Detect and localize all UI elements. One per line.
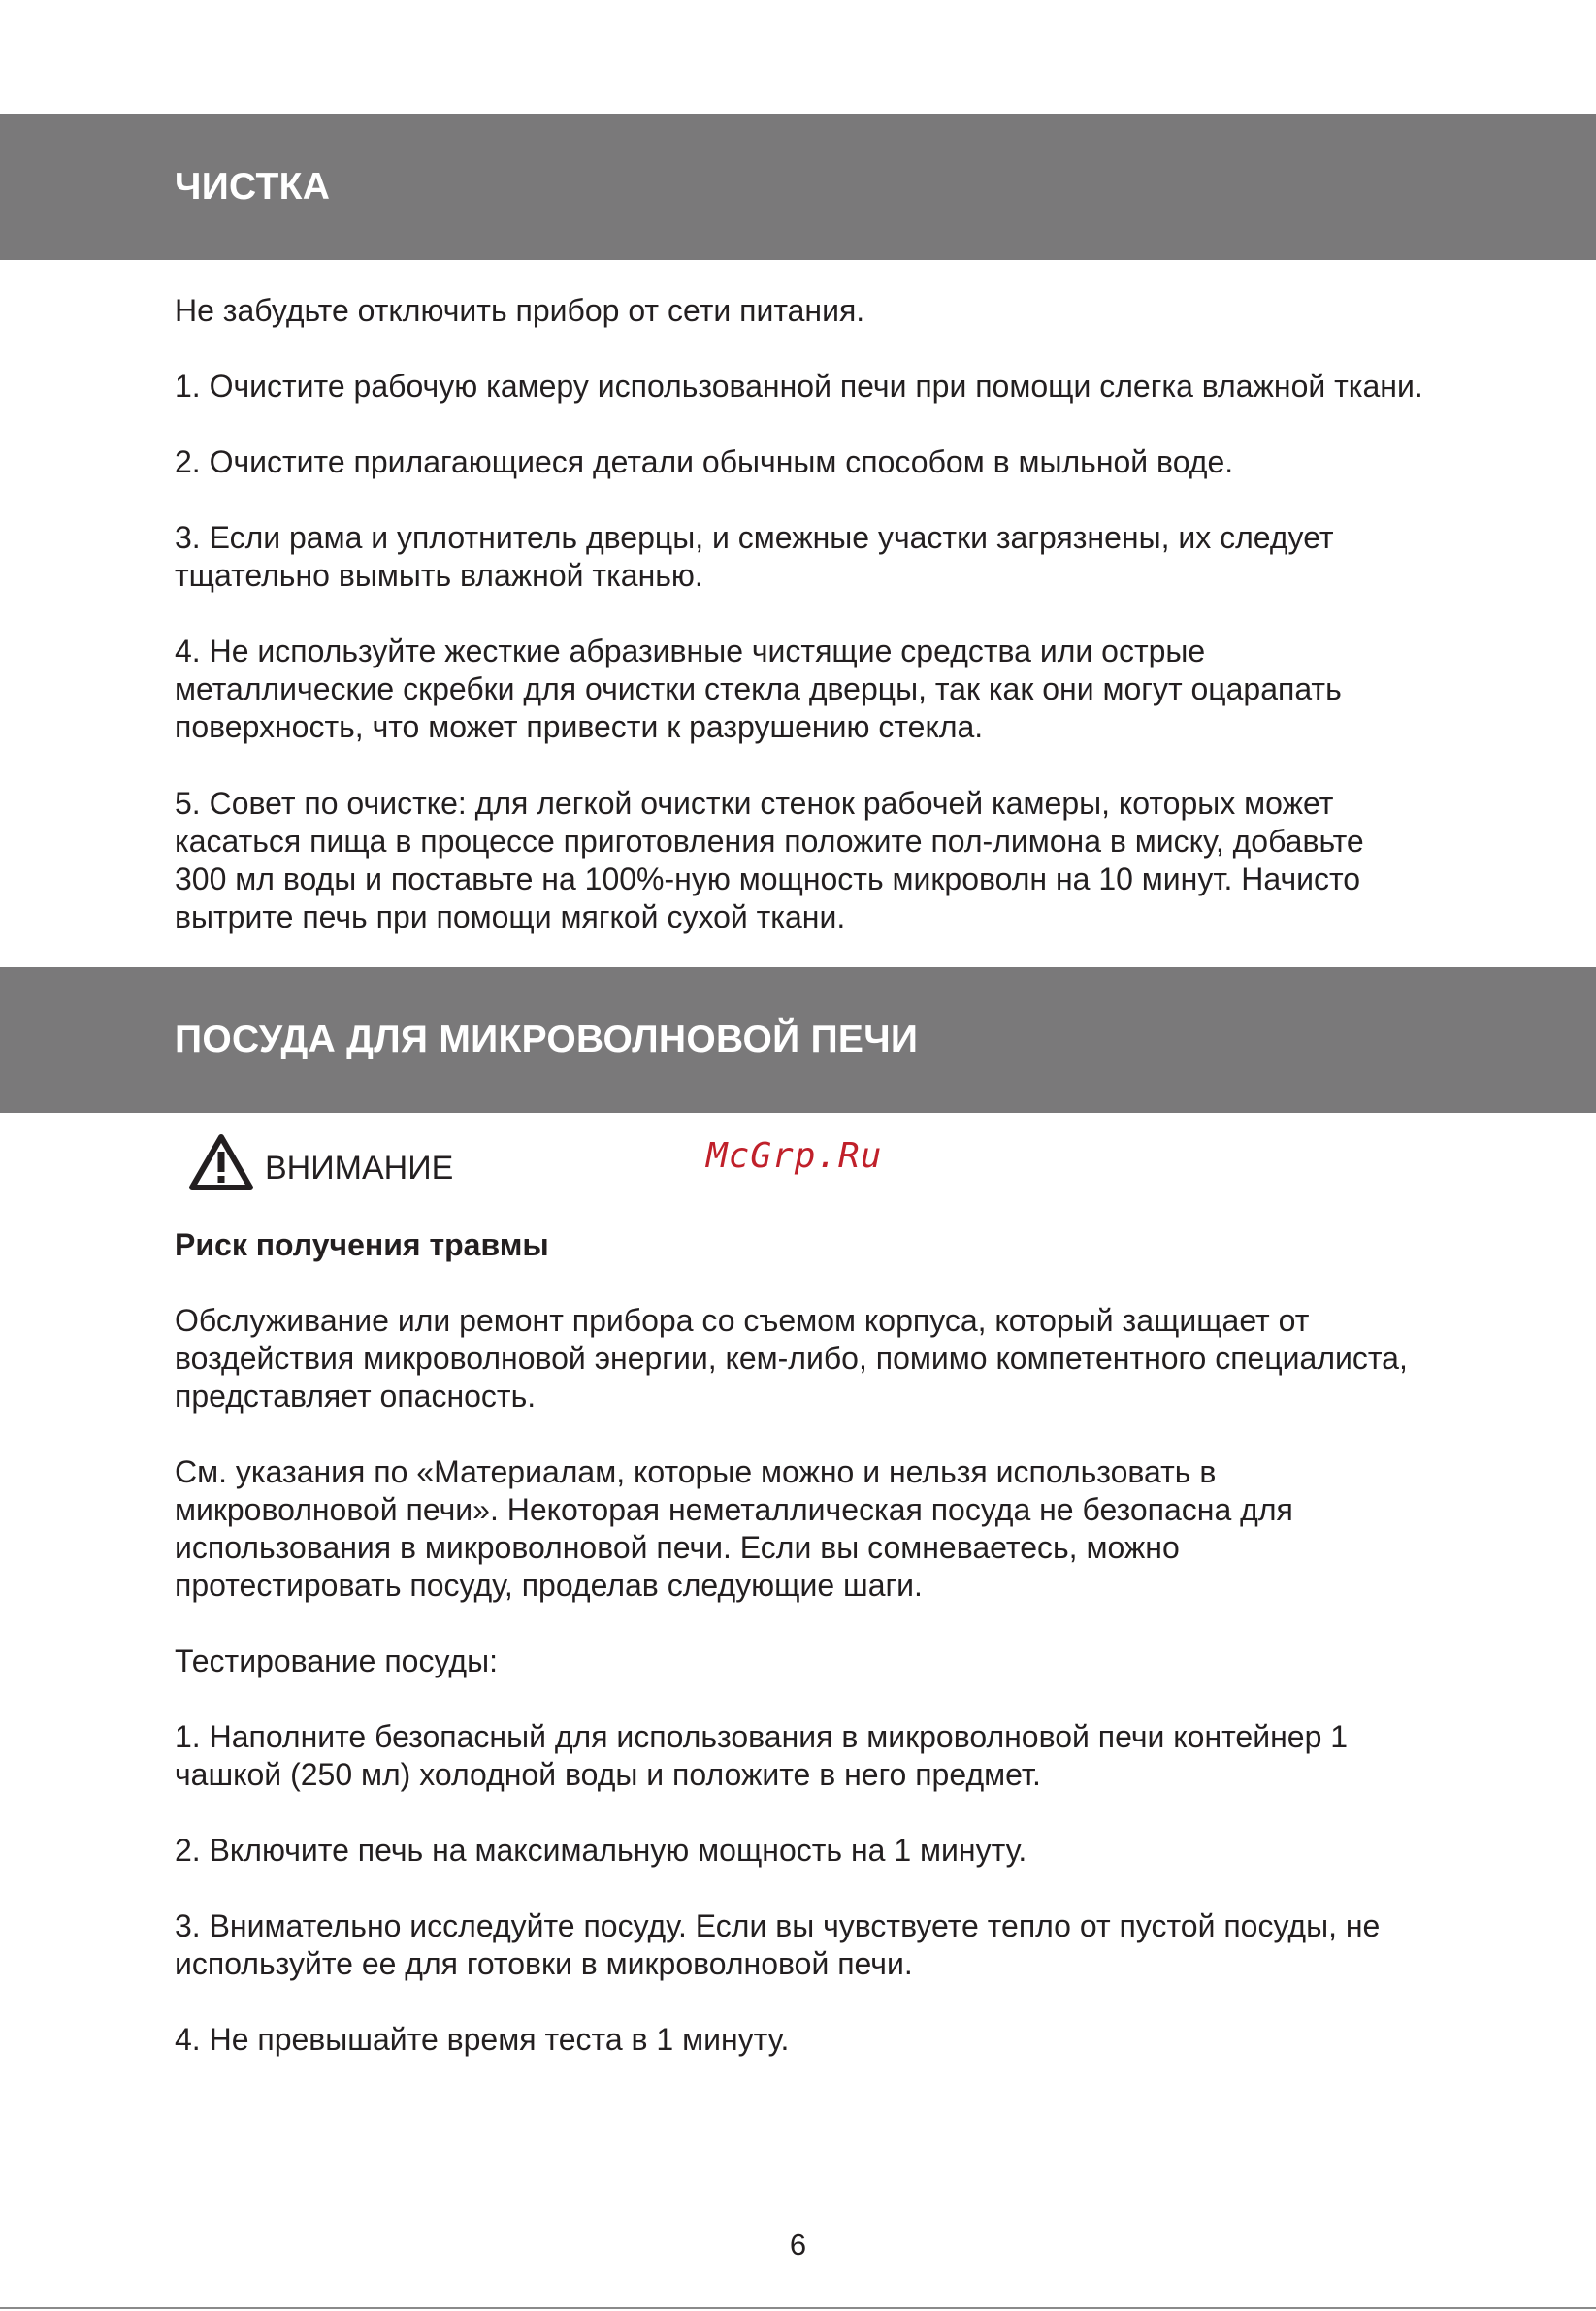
- cleaning-section-banner: [0, 114, 1596, 260]
- cleaning-item-1: 1. Очистите рабочую камеру использованной печи при помощи слегка влажной ткани.: [175, 369, 1423, 404]
- cleaning-intro: Не забудьте отключить прибор от сети питания.: [175, 293, 865, 328]
- test-step-1: 1. Наполните безопасный для использования в микроволновой печи контейнер 1 чашкой (250 мл) холодной воды и положите в него предмет.: [175, 1719, 1349, 1792]
- cookware-section-title: ПОСУДА ДЛЯ МИКРОВОЛНОВОЙ ПЕЧИ: [175, 1019, 919, 1060]
- test-step-2: 2. Включите печь на максимальную мощность на 1 минуту.: [175, 1833, 1027, 1868]
- page-number: 6: [789, 2228, 807, 2262]
- test-step-4: 4. Не превышайте время теста в 1 минуту.: [175, 2022, 790, 2057]
- watermark: McGrp.Ru: [706, 1136, 883, 1176]
- cleaning-item-5: 5. Совет по очистке: для легкой очистки стенок рабочей камеры, которых может касаться пища в процессе приготовления положите пол-лимона в миску, добавьте 300 мл воды и поставьте на 100%-ную мощность микроволн на 10 минут. Начисто вытрите печь при помощи мягкой сухой ткани.: [175, 786, 1364, 934]
- risk-heading: Риск получения травмы: [175, 1227, 549, 1262]
- test-step-3: 3. Внимательно исследуйте посуду. Если вы чувствуете тепло от пустой посуды, не используйте ее для готовки в микроволновой печи.: [175, 1908, 1381, 1981]
- warning-label: ВНИМАНИЕ: [265, 1150, 454, 1187]
- cookware-section-banner: [0, 967, 1596, 1113]
- cleaning-section-title: ЧИСТКА: [175, 166, 331, 208]
- cookware-paragraph-2: См. указания по «Материалам, которые можно и нельзя использовать в микроволновой печи». Некоторая неметаллическая посуда не безопасна для использования в микроволновой печи. Если вы сомневаетесь, можно протестировать посуду, проделав следующие шаги.: [175, 1454, 1293, 1603]
- warning-triangle-icon: [188, 1133, 254, 1191]
- test-heading: Тестирование посуды:: [175, 1644, 498, 1678]
- bottom-divider: [0, 2307, 1596, 2309]
- cleaning-item-2: 2. Очистите прилагающиеся детали обычным способом в мыльной воде.: [175, 444, 1234, 479]
- cleaning-item-4: 4. Не используйте жесткие абразивные чистящие средства или острые металлические скребки для очистки стекла дверцы, так как они могут оцарапать поверхность, что может привести к разрушению стекла.: [175, 634, 1342, 744]
- cleaning-item-3: 3. Если рама и уплотнитель дверцы, и смежные участки загрязнены, их следует тщательно вымыть влажной тканью.: [175, 520, 1334, 593]
- cookware-paragraph-1: Обслуживание или ремонт прибора со съемом корпуса, который защищает от воздействия микроволновой энергии, кем-либо, помимо компетентного специалиста, представляет опасность.: [175, 1303, 1408, 1414]
